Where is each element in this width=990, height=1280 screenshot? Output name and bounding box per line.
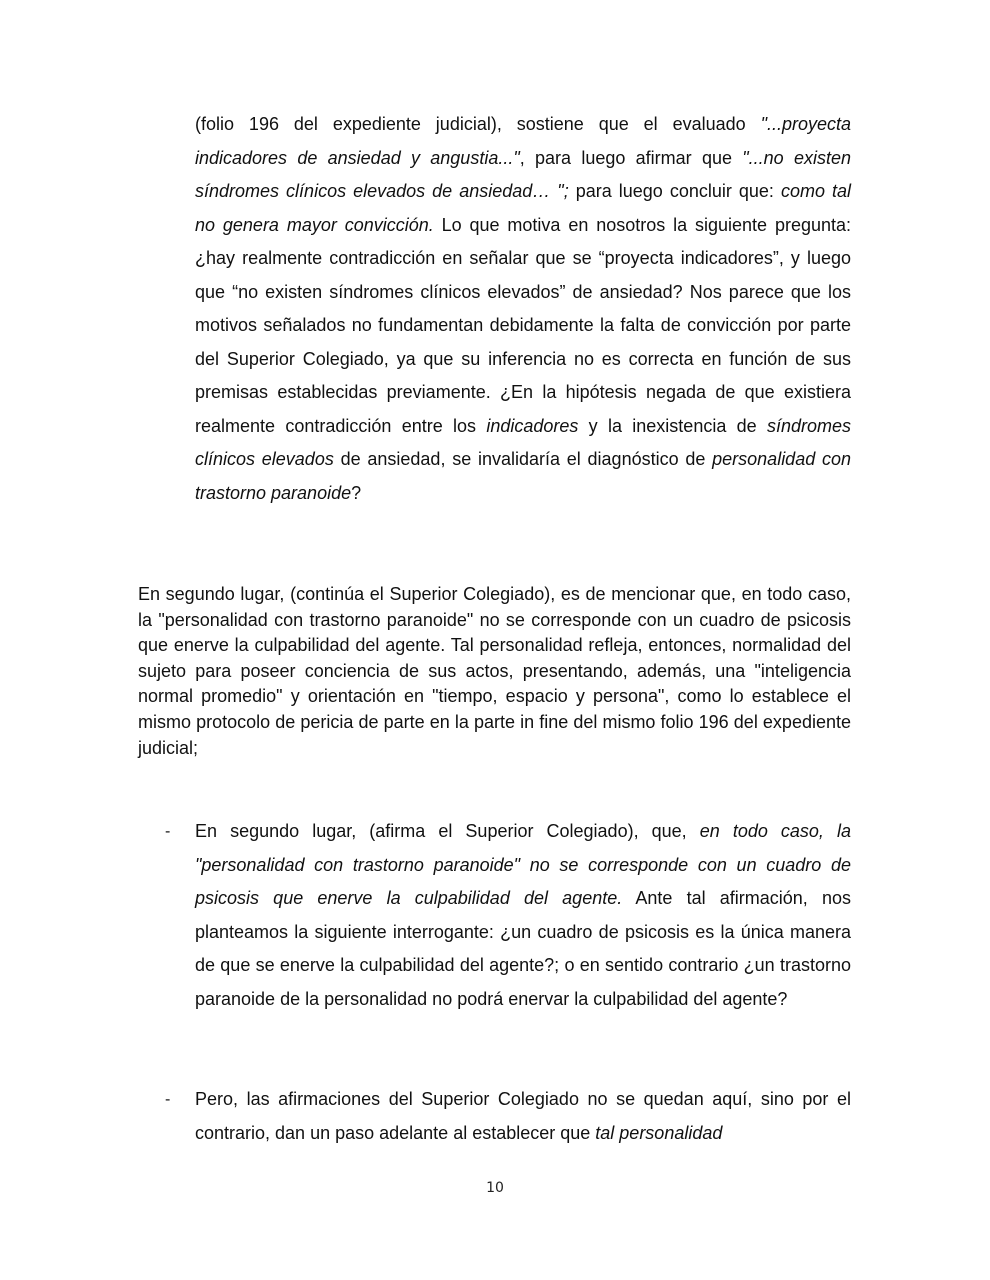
page-number: 10 xyxy=(486,1180,504,1196)
text-run: Ante tal afirmación, nos planteamos la siguiente interrogante: ¿un cuadro de psicosis es la única manera de que se enerve la culpabilidad del agente?; o en sentido contrario ¿un trastorno paranoide de la personalidad no podrá enervar la culpabilidad del agente? xyxy=(195,888,851,1009)
bullet-item xyxy=(195,815,851,1016)
italic-phrase: como tal no genera mayor convicción. xyxy=(195,181,852,235)
italic-phrase: síndromes clínicos elevados xyxy=(195,415,852,469)
italic-quote: "...no existen síndromes clínicos elevados de ansiedad… "; xyxy=(195,147,851,201)
text-run: ? xyxy=(351,482,362,503)
text-run: , para luego afirmar que xyxy=(519,147,743,168)
italic-quote: "...proyecta indicadores de ansiedad y angustia..." xyxy=(195,114,851,168)
text-run: (folio 196 del expediente judicial), sostiene que el evaluado xyxy=(195,114,761,134)
indented-quote-block xyxy=(195,108,851,510)
bullet-item xyxy=(195,1083,851,1150)
bullet-marker: - xyxy=(165,1091,171,1108)
bullet-marker: - xyxy=(165,823,171,840)
italic-phrase: indicadores xyxy=(486,415,579,436)
italic-quote: en todo caso, la "personalidad con trastorno paranoide" no se corresponde con un cuadro de psicosis que enerve la culpabilidad del agente. xyxy=(195,821,851,908)
text-run: y la inexistencia de xyxy=(578,415,767,436)
text-run: para luego concluir que: xyxy=(568,181,781,201)
text-run: Lo que motiva en nosotros la siguiente pregunta: ¿hay realmente contradicción en señalar que se “proyecta indicadores”, y luego que “no existen síndromes clínicos elevados” de ansiedad? Nos parece que los motivos señalados no fundamentan debidamente la falta de convicción por parte del Superior Colegiado, ya que su inferencia no es correcta en función de sus premisas establecidas previamente. ¿En la hipótesis negada de que existiera realmente contradicción entre los xyxy=(195,214,851,436)
text-run: Pero, las afirmaciones del Superior Colegiado no se quedan aquí, sino por el contrario, dan un paso adelante al establecer que xyxy=(195,1089,851,1143)
text-run: de ansiedad, se invalidaría el diagnóstico de xyxy=(333,449,713,469)
italic-phrase: tal personalidad xyxy=(595,1122,723,1143)
main-paragraph: En segundo lugar, (continúa el Superior Colegiado), es de mencionar que, en todo caso, la "personalidad con trastorno paranoide" no se corresponde con un cuadro de psicosis que enerve la culpabilidad del agente. Tal personalidad refleja, entonces, normalidad del sujeto para poseer conciencia de sus actos, presentando, además, una "inteligencia normal promedio" y orientación en "tiempo, espacio y persona", como lo establece el mismo protocolo de pericia de parte en la parte in fine del mismo folio 196 del expediente judicial; xyxy=(138,584,851,758)
text-run: En segundo lugar, (afirma el Superior Colegiado), que, xyxy=(195,821,700,841)
italic-phrase: personalidad con trastorno paranoide xyxy=(195,449,851,503)
